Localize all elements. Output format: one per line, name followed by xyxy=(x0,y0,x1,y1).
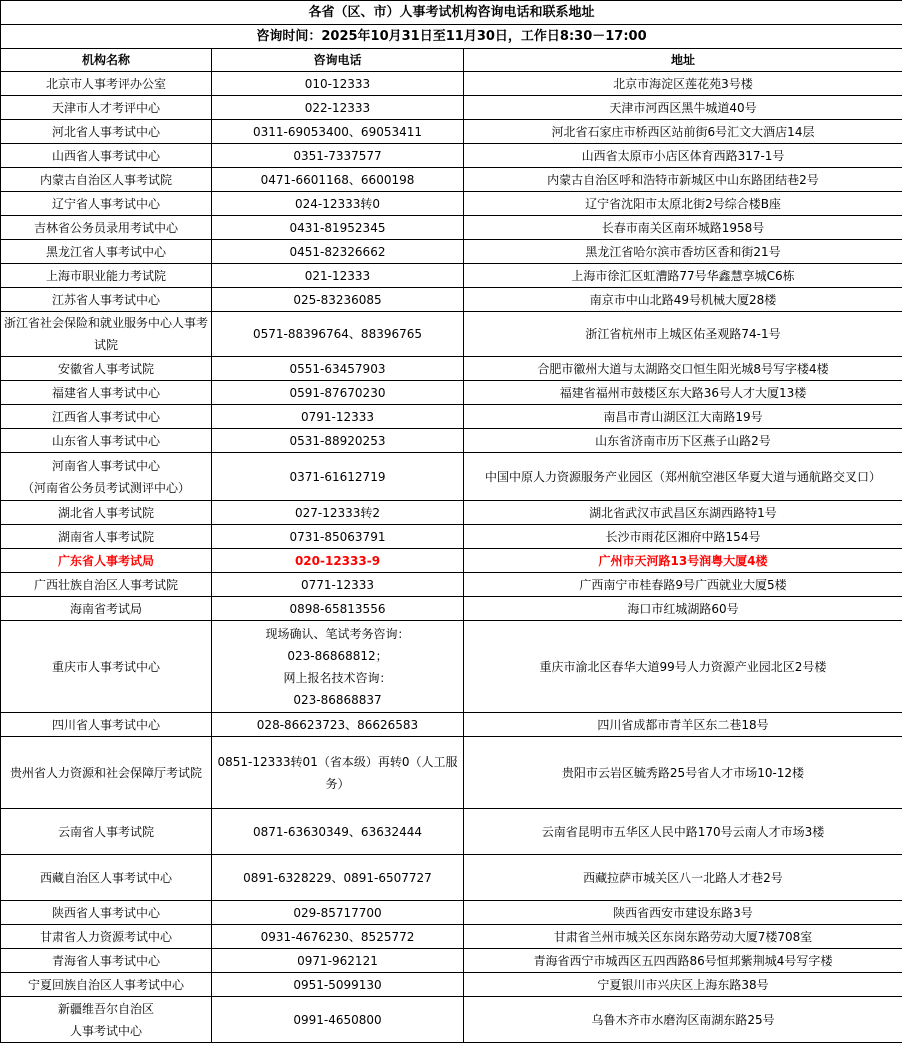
org-name-line: 江苏省人事考试中心 xyxy=(4,289,208,311)
org-phone: 0791-12333 xyxy=(212,405,464,429)
table-row xyxy=(1,405,902,429)
org-address: 四川省成都市青羊区东二巷18号 xyxy=(464,713,902,737)
table-row xyxy=(1,168,902,192)
org-phone: 0551-63457903 xyxy=(212,357,464,381)
table-row xyxy=(1,501,902,525)
org-name xyxy=(1,240,212,264)
table-row xyxy=(1,240,902,264)
org-name-line: 河北省人事考试中心 xyxy=(4,121,208,143)
org-address: 南京市中山北路49号机械大厦28楼 xyxy=(464,288,902,312)
org-name xyxy=(1,949,212,973)
table-row xyxy=(1,216,902,240)
table-row xyxy=(1,525,902,549)
org-address: 长沙市雨花区湘府中路154号 xyxy=(464,525,902,549)
org-name-line: 山东省人事考试中心 xyxy=(4,430,208,452)
org-name-line: 黑龙江省人事考试中心 xyxy=(4,241,208,263)
table-row xyxy=(1,192,902,216)
org-phone: 022-12333 xyxy=(212,96,464,120)
org-phone: 0851-12333转01（省本级）再转0（人工服务） xyxy=(212,737,464,809)
org-name-line: 浙江省社会保险和就业服务中心人事考试院 xyxy=(4,312,208,356)
table-row xyxy=(1,144,902,168)
org-name xyxy=(1,312,212,357)
org-name xyxy=(1,855,212,901)
org-name xyxy=(1,901,212,925)
org-address: 中国中原人力资源服务产业园区（郑州航空港区华夏大道与通航路交叉口） xyxy=(464,453,902,501)
org-address: 宁夏银川市兴庆区上海东路38号 xyxy=(464,973,902,997)
table-row xyxy=(1,855,902,901)
org-address: 辽宁省沈阳市太原北街2号综合楼B座 xyxy=(464,192,902,216)
org-name-line: 新疆维吾尔自治区 xyxy=(4,998,208,1020)
org-phone: 0471-6601168、6600198 xyxy=(212,168,464,192)
org-name-line: 江西省人事考试中心 xyxy=(4,406,208,428)
org-name xyxy=(1,216,212,240)
table-row xyxy=(1,312,902,357)
org-phone: 0931-4676230、8525772 xyxy=(212,925,464,949)
org-name-line: 广西壮族自治区人事考试院 xyxy=(4,574,208,596)
org-name-line: 重庆市人事考试中心 xyxy=(4,656,208,678)
org-address: 上海市徐汇区虹漕路77号华鑫慧享城C6栋 xyxy=(464,264,902,288)
org-name-line: 广东省人事考试局 xyxy=(4,550,208,572)
org-address: 广西南宁市桂春路9号广西就业大厦5楼 xyxy=(464,573,902,597)
org-address: 长春市南关区南环城路1958号 xyxy=(464,216,902,240)
table-row xyxy=(1,621,902,713)
phone-line: 现场确认、笔试考务咨询： xyxy=(215,623,460,645)
org-phone: 0951-5099130 xyxy=(212,973,464,997)
org-name xyxy=(1,405,212,429)
org-address: 北京市海淀区莲花苑3号楼 xyxy=(464,72,902,96)
phone-line: 023-86868812； xyxy=(215,645,460,667)
org-name-line: 陕西省人事考试中心 xyxy=(4,902,208,924)
table-row xyxy=(1,381,902,405)
org-phone: 0771-12333 xyxy=(212,573,464,597)
org-name xyxy=(1,713,212,737)
org-name xyxy=(1,549,212,573)
org-phone: 010-12333 xyxy=(212,72,464,96)
table-row xyxy=(1,925,902,949)
table-row xyxy=(1,713,902,737)
table-row xyxy=(1,453,902,501)
org-name-line: 海南省考试局 xyxy=(4,598,208,620)
org-name-line: 青海省人事考试中心 xyxy=(4,950,208,972)
org-address: 乌鲁木齐市水磨沟区南湖东路25号 xyxy=(464,997,902,1043)
org-name-line: 人事考试中心 xyxy=(4,1020,208,1042)
org-address: 贵阳市云岩区毓秀路25号省人才市场10-12楼 xyxy=(464,737,902,809)
org-address: 山西省太原市小店区体育西路317-1号 xyxy=(464,144,902,168)
table-row xyxy=(1,573,902,597)
org-address: 天津市河西区黑牛城道40号 xyxy=(464,96,902,120)
org-name xyxy=(1,96,212,120)
org-name xyxy=(1,453,212,501)
table-row xyxy=(1,549,902,573)
org-name xyxy=(1,573,212,597)
org-address: 甘肃省兰州市城关区东岗东路劳动大厦7楼708室 xyxy=(464,925,902,949)
org-name-line: 贵州省人力资源和社会保障厅考试院 xyxy=(4,762,208,784)
table-row xyxy=(1,949,902,973)
header-name: 机构名称 xyxy=(1,49,212,72)
org-name-line: 四川省人事考试中心 xyxy=(4,714,208,736)
org-address: 内蒙古自治区呼和浩特市新城区中山东路团结巷2号 xyxy=(464,168,902,192)
org-name-line: 河南省人事考试中心 xyxy=(4,455,208,477)
org-address: 合肥市徽州大道与太湖路交口恒生阳光城8号写字楼4楼 xyxy=(464,357,902,381)
org-phone: 0591-87670230 xyxy=(212,381,464,405)
title-row xyxy=(1,1,902,25)
org-address: 福建省福州市鼓楼区东大路36号人才大厦13楼 xyxy=(464,381,902,405)
org-address: 山东省济南市历下区燕子山路2号 xyxy=(464,429,902,453)
table-row xyxy=(1,597,902,621)
org-phone: 0351-7337577 xyxy=(212,144,464,168)
org-name xyxy=(1,809,212,855)
org-name-line: 湖南省人事考试院 xyxy=(4,526,208,548)
org-address: 浙江省杭州市上城区佑圣观路74-1号 xyxy=(464,312,902,357)
org-phone: 029-85717700 xyxy=(212,901,464,925)
org-phone: 020-12333-9 xyxy=(212,549,464,573)
org-name-line: 北京市人事考评办公室 xyxy=(4,73,208,95)
header-address: 地址 xyxy=(464,49,902,72)
header-row xyxy=(1,49,902,72)
org-name xyxy=(1,973,212,997)
org-name xyxy=(1,997,212,1043)
org-phone: 028-86623723、86626583 xyxy=(212,713,464,737)
org-address: 黑龙江省哈尔滨市香坊区香和街21号 xyxy=(464,240,902,264)
org-name-line: 西藏自治区人事考试中心 xyxy=(4,867,208,889)
org-name-line: （河南省公务员考试测评中心） xyxy=(4,477,208,499)
org-name-line: 宁夏回族自治区人事考试中心 xyxy=(4,974,208,996)
org-address: 云南省昆明市五华区人民中路170号云南人才市场3楼 xyxy=(464,809,902,855)
org-phone xyxy=(212,621,464,713)
org-phone: 027-12333转2 xyxy=(212,501,464,525)
org-phone: 0898-65813556 xyxy=(212,597,464,621)
org-name xyxy=(1,621,212,713)
table-row xyxy=(1,973,902,997)
phone-line: 023-86868837 xyxy=(215,689,460,711)
table-row xyxy=(1,288,902,312)
org-address: 海口市红城湖路60号 xyxy=(464,597,902,621)
org-phone: 0371-61612719 xyxy=(212,453,464,501)
table-row xyxy=(1,120,902,144)
table-row xyxy=(1,737,902,809)
org-name xyxy=(1,120,212,144)
table-row xyxy=(1,809,902,855)
org-phone: 0571-88396764、88396765 xyxy=(212,312,464,357)
org-name-line: 安徽省人事考试院 xyxy=(4,358,208,380)
table-row xyxy=(1,72,902,96)
org-name xyxy=(1,192,212,216)
org-phone: 024-12333转0 xyxy=(212,192,464,216)
org-phone: 025-83236085 xyxy=(212,288,464,312)
org-phone: 0991-4650800 xyxy=(212,997,464,1043)
org-name-line: 辽宁省人事考试中心 xyxy=(4,193,208,215)
org-name-line: 湖北省人事考试院 xyxy=(4,502,208,524)
org-address: 青海省西宁市城西区五四西路86号恒邦紫荆城4号写字楼 xyxy=(464,949,902,973)
org-phone: 0891-6328229、0891-6507727 xyxy=(212,855,464,901)
org-address: 河北省石家庄市桥西区站前街6号汇文大酒店14层 xyxy=(464,120,902,144)
org-address: 湖北省武汉市武昌区东湖西路特1号 xyxy=(464,501,902,525)
org-name-line: 天津市人才考评中心 xyxy=(4,97,208,119)
org-name xyxy=(1,288,212,312)
org-name xyxy=(1,925,212,949)
org-phone: 0871-63630349、63632444 xyxy=(212,809,464,855)
org-name xyxy=(1,168,212,192)
org-phone: 0731-85063791 xyxy=(212,525,464,549)
org-name xyxy=(1,381,212,405)
org-name-line: 吉林省公务员录用考试中心 xyxy=(4,217,208,239)
org-phone: 0531-88920253 xyxy=(212,429,464,453)
org-address: 广州市天河路13号润粤大厦4楼 xyxy=(464,549,902,573)
org-address: 陕西省西安市建设东路3号 xyxy=(464,901,902,925)
org-name-line: 云南省人事考试院 xyxy=(4,821,208,843)
org-name-line: 福建省人事考试中心 xyxy=(4,382,208,404)
org-name xyxy=(1,501,212,525)
table-title: 各省（区、市）人事考试机构咨询电话和联系地址 xyxy=(1,1,902,25)
org-name-line: 上海市职业能力考试院 xyxy=(4,265,208,287)
header-phone: 咨询电话 xyxy=(212,49,464,72)
org-name-line: 山西省人事考试中心 xyxy=(4,145,208,167)
org-name xyxy=(1,144,212,168)
org-phone: 0311-69053400、69053411 xyxy=(212,120,464,144)
org-address: 重庆市渝北区春华大道99号人力资源产业园北区2号楼 xyxy=(464,621,902,713)
org-phone: 021-12333 xyxy=(212,264,464,288)
consult-hours: 咨询时间：2025年10月31日至11月30日，工作日8:30－17:00 xyxy=(1,25,902,49)
org-name xyxy=(1,357,212,381)
table-row xyxy=(1,264,902,288)
org-phone: 0971-962121 xyxy=(212,949,464,973)
org-name-line: 内蒙古自治区人事考试院 xyxy=(4,169,208,191)
org-name-line: 甘肃省人力资源考试中心 xyxy=(4,926,208,948)
org-address: 南昌市青山湖区江大南路19号 xyxy=(464,405,902,429)
org-name xyxy=(1,737,212,809)
org-name xyxy=(1,264,212,288)
hours-row xyxy=(1,25,902,49)
org-name xyxy=(1,525,212,549)
phone-line: 网上报名技术咨询： xyxy=(215,667,460,689)
org-name xyxy=(1,597,212,621)
table-row xyxy=(1,901,902,925)
org-phone: 0431-81952345 xyxy=(212,216,464,240)
org-address: 西藏拉萨市城关区八一北路人才巷2号 xyxy=(464,855,902,901)
table-row xyxy=(1,357,902,381)
org-name xyxy=(1,429,212,453)
org-name xyxy=(1,72,212,96)
table-row xyxy=(1,429,902,453)
table-row xyxy=(1,96,902,120)
org-phone: 0451-82326662 xyxy=(212,240,464,264)
table-row xyxy=(1,997,902,1043)
